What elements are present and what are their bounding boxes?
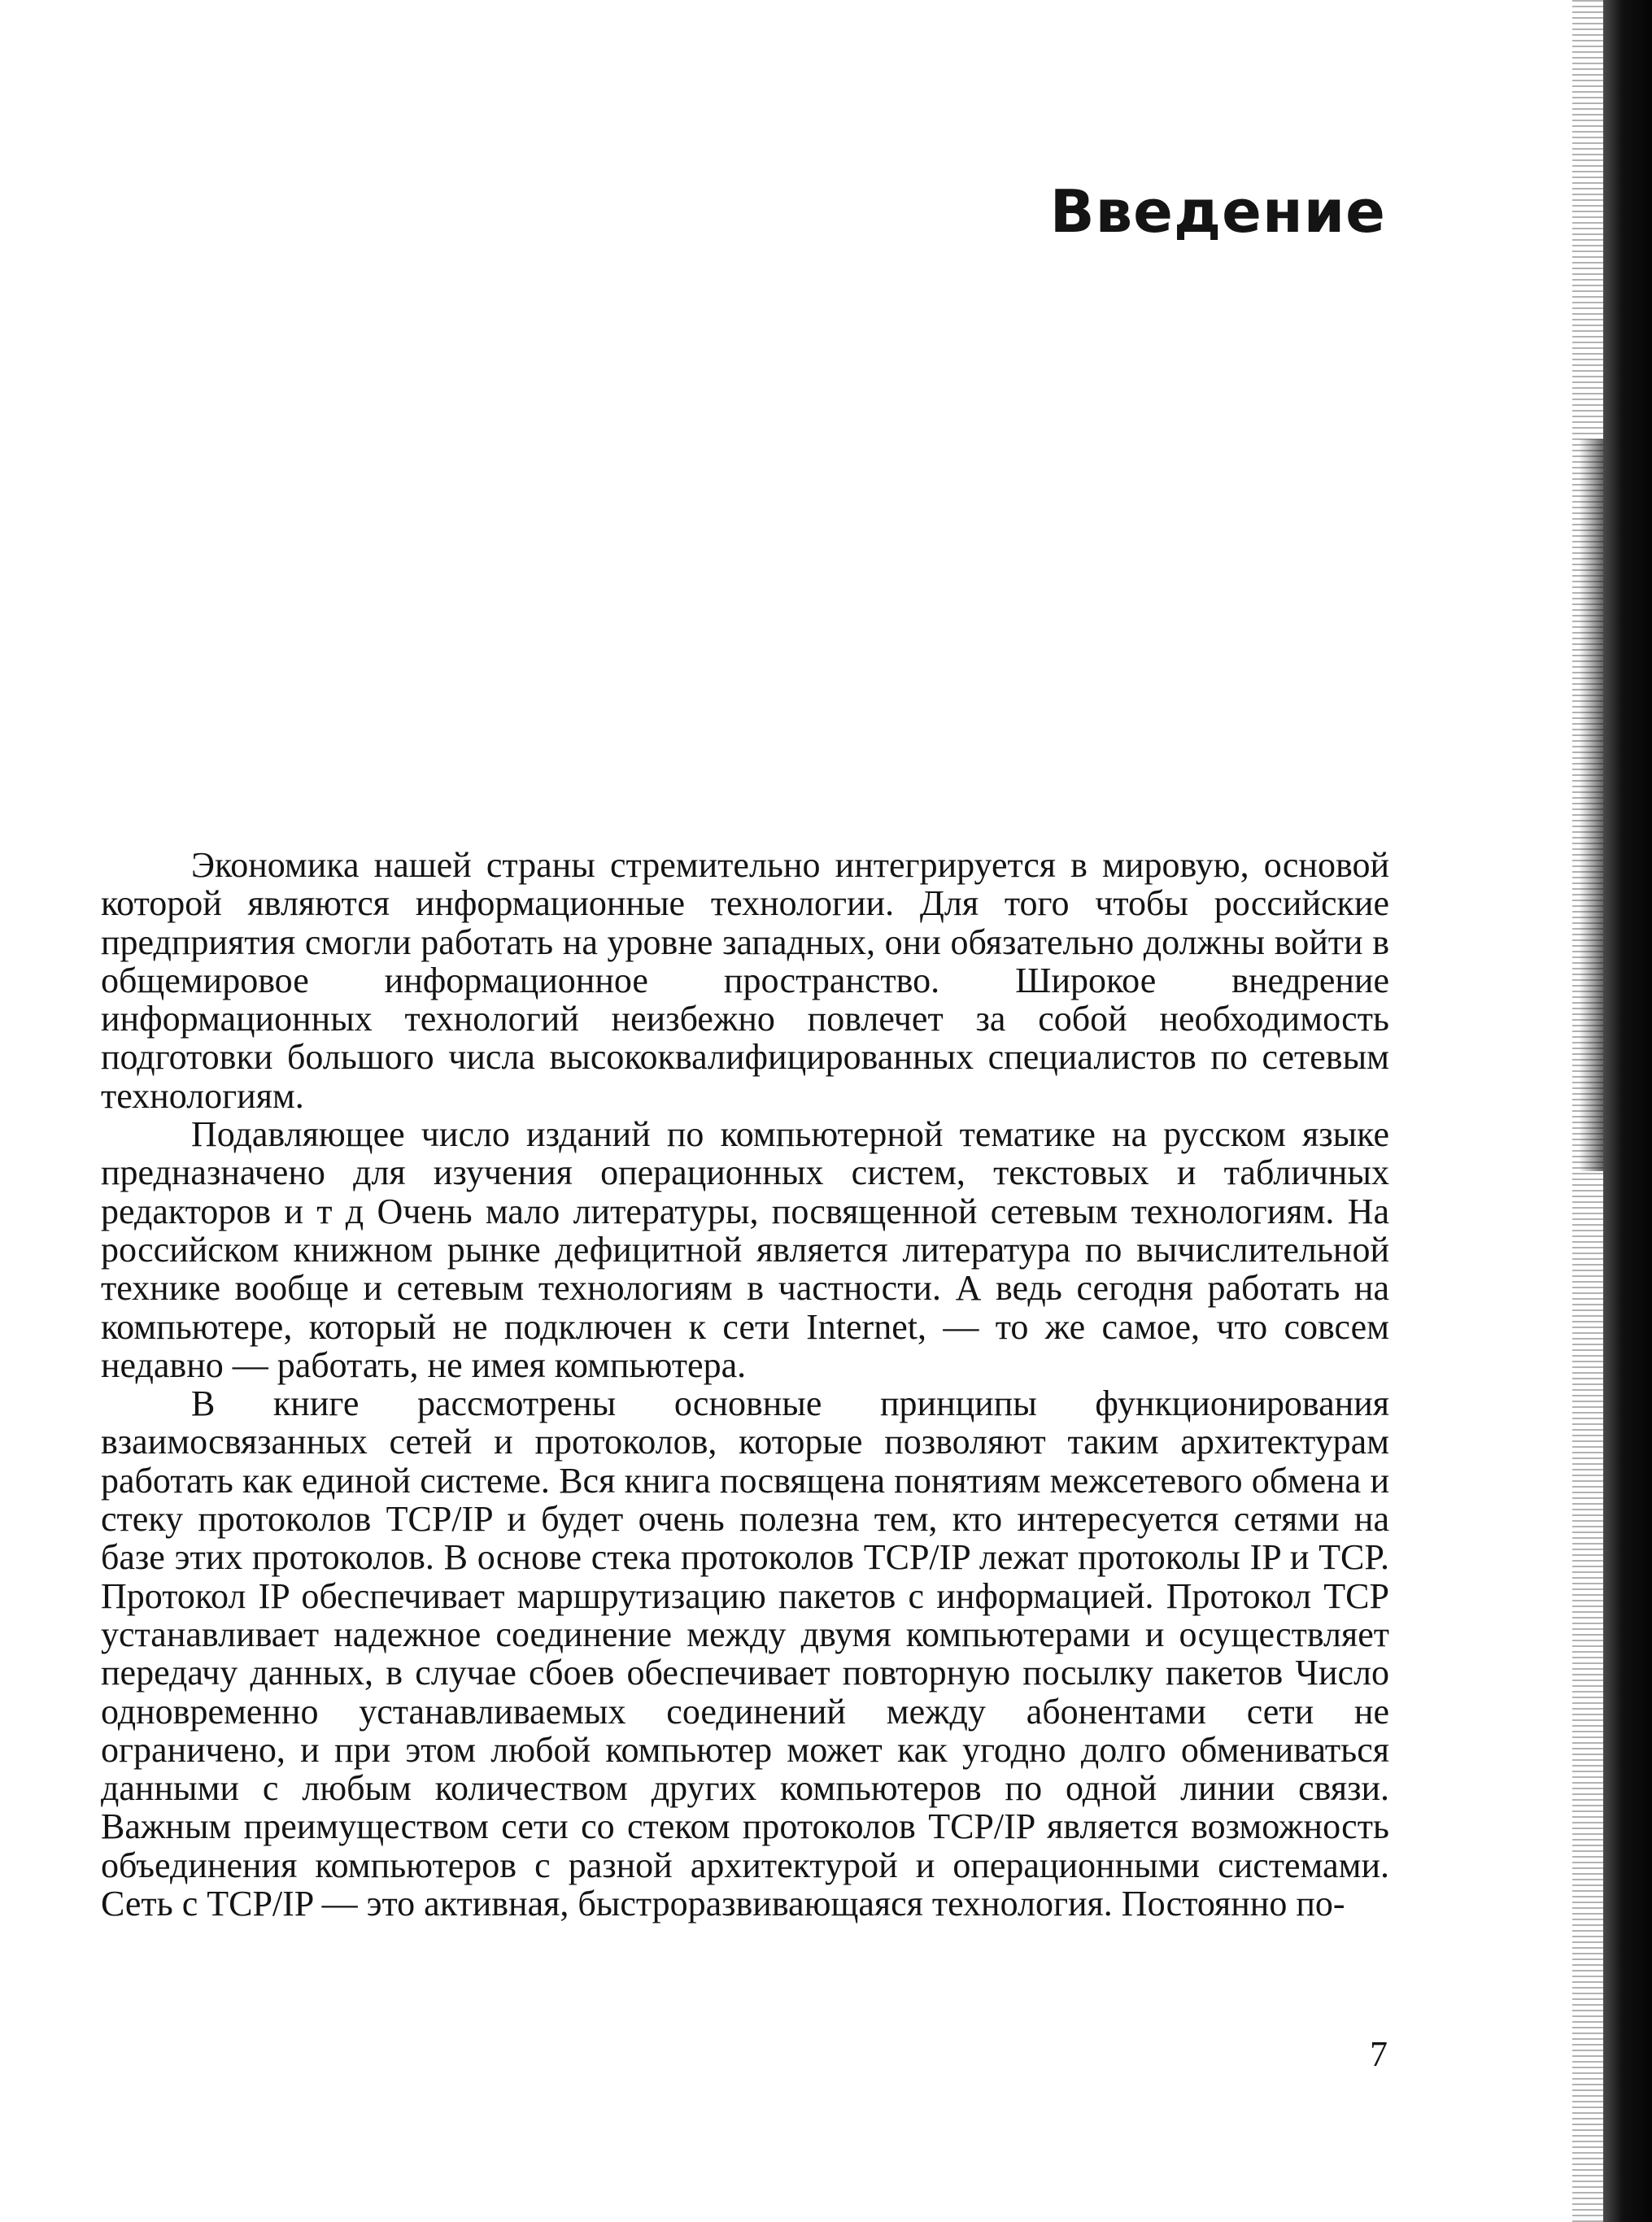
binding-streaks bbox=[1572, 0, 1603, 2222]
page-number: 7 bbox=[1370, 2034, 1388, 2074]
paragraph: Подавляющее число изданий по компьютерной тематике на русском языке предназначено для изучения операционных систем, текстовых и табличных редакторов и т д Очень мало литературы, посвященной сетевым технологиям. На российском книжном рынке дефицитной является литература по вычислительной технике вообще и сетевым технологиям в частности. А ведь сегодня работать на компьютере, который не подключен к сети Internet, — то же самое, что совсем недавно — работать, не имея компьютера. bbox=[101, 1114, 1389, 1385]
paragraph: В книге рассмотрены основные принципы функционирования взаимосвязанных сетей и протоколов, которые позволяют таким архитектурам работать как единой системе. Вся книга посвящена понятиям межсетевого обмена и стеку протоколов TCP/IP и будет очень полезна тем, кто интересуется сетями на базе этих протоколов. В основе стека протоколов TCP/IP лежат протоколы IP и TCP. Протокол IP обеспечивает маршрутизацию пакетов с информацией. Протокол TCP устанавливает надежное соединение между двумя компьютерами и осуществляет передачу данных, в случае сбоев обеспечивает повторную посылку пакетов Число одновременно устанавливаемых соединений между абонентами сети не ограничено, и при этом любой компьютер может как угодно долго обмениваться данными с любым количеством других компьютеров по одной линии связи. Важным преимуществом сети со стеком протоколов TCP/IP является возможность объединения компьютеров с разной архитектурой и операционными системами. Сеть с TCP/IP — это активная, быстроразвивающаяся технология. Постоянно по- bbox=[101, 1383, 1389, 1924]
paragraph: Экономика нашей страны стремительно интегрируется в мировую, основой которой являются информационные технологии. Для того чтобы российские предприятия смогли работать на уровне западных, они обязательно должны войти в общемировое информационное пространство. Широкое внедрение информационных технологий неизбежно повлечет за собой необходимость подготовки большого числа высококвалифицированных специалистов по сетевым технологиям. bbox=[101, 845, 1389, 1116]
binding-edge bbox=[1603, 0, 1652, 2222]
body-text bbox=[101, 846, 1389, 1923]
chapter-title: Введение bbox=[1049, 177, 1386, 246]
